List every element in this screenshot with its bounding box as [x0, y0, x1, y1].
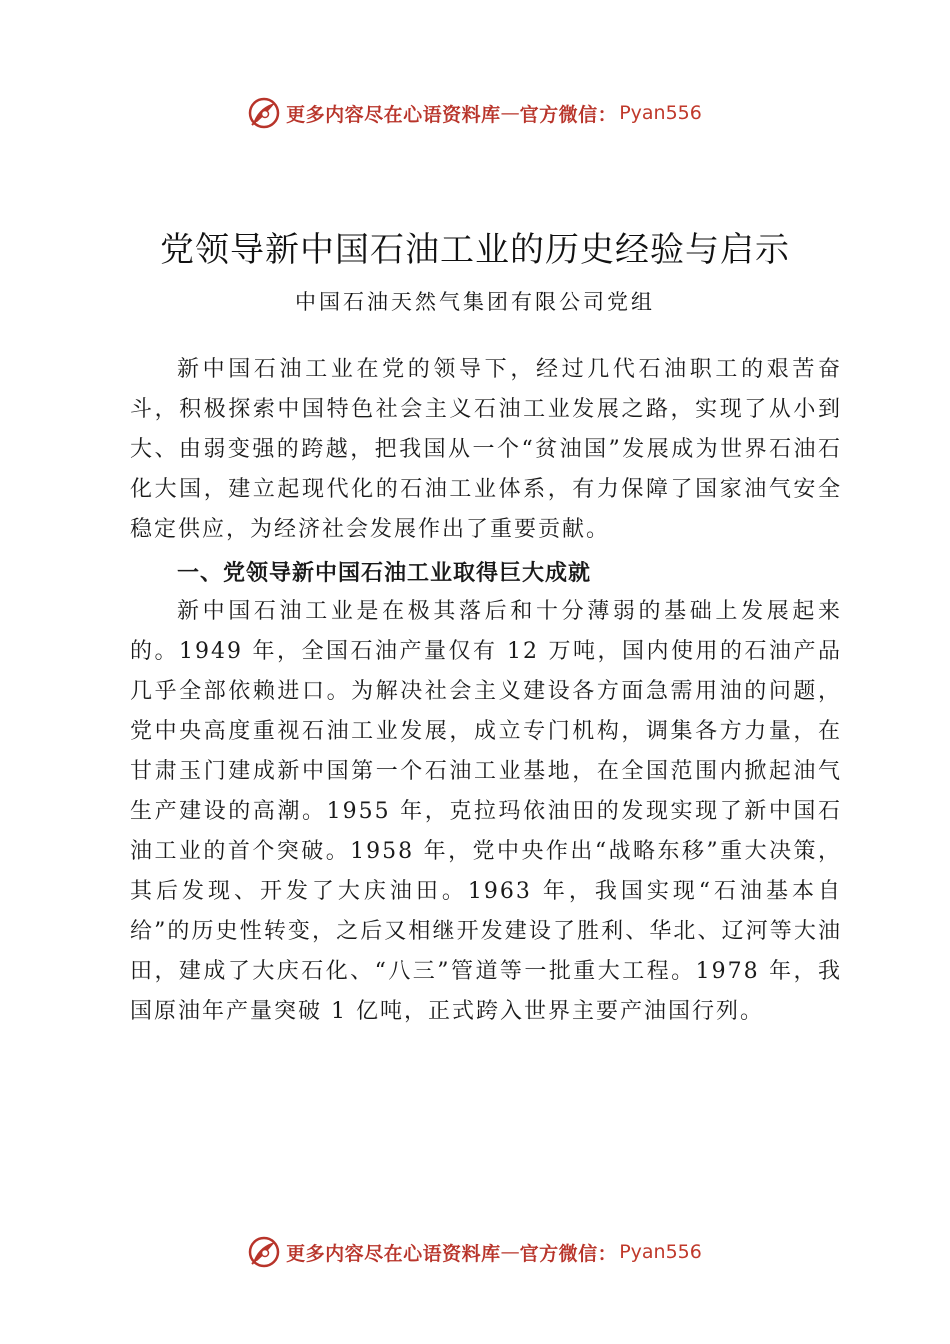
header-banner-text: 更多内容尽在心语资料库 — [286, 103, 501, 126]
header-contact-label: 官方微信： — [519, 103, 618, 126]
section-heading: 一、党领导新中国石油工业取得巨大成就 — [177, 561, 592, 586]
footer-banner-text: 更多内容尽在心语资料库 — [286, 1242, 501, 1265]
pen-logo-icon — [248, 1236, 280, 1268]
header-banner — [0, 96, 950, 130]
document-author: 中国石油天然气集团有限公司党组 — [295, 290, 655, 314]
header-contact-id: Pyan556 — [619, 102, 702, 124]
pen-logo-icon — [248, 97, 280, 129]
footer-banner-separator: — — [500, 1241, 520, 1263]
header-banner-separator: — — [500, 102, 520, 124]
intro-paragraph: 新中国石油工业在党的领导下，经过几代石油职工的艰苦奋斗，积极探索中国特色社会主义石油工业发展之路，实现了从小到大、由弱变强的跨越，把我国从一个“贫油国”发展成为世界石油石化大国，建立起现代化的石油工业体系，有力保障了国家油气安全稳定供应，为经济社会发展作出了重要贡献。 — [130, 357, 842, 542]
section-body-paragraph: 新中国石油工业是在极其落后和十分薄弱的基础上发展起来的。1949 年，全国石油产量仅有 12 万吨，国内使用的石油产品几乎全部依赖进口。为解决社会主义建设各方面急需用油的问题，党中央高度重视石油工业发展，成立专门机构，调集各方力量，在甘肃玉门建成新中国第一个石油工业基地，在全国范围内掀起油气生产建设的高潮。1955 年，克拉玛依油田的发现实现了新中国石油工业的首个突破。1958 年，党中央作出“战略东移”重大决策，其后发现、开发了大庆油田。1963 年，我国实现“石油基本自给”的历史性转变，之后又相继开发建设了胜利、华北、辽河等大油田，建成了大庆石化、“八三”管道等一批重大工程。1978 年，我国原油年产量突破 1 亿吨，正式跨入世界主要产油国行列。 — [130, 599, 842, 1024]
footer-contact-id: Pyan556 — [619, 1241, 702, 1263]
document-title: 党领导新中国石油工业的历史经验与启示 — [160, 230, 790, 270]
footer-contact-label: 官方微信： — [519, 1242, 618, 1265]
footer-banner — [0, 1235, 950, 1269]
